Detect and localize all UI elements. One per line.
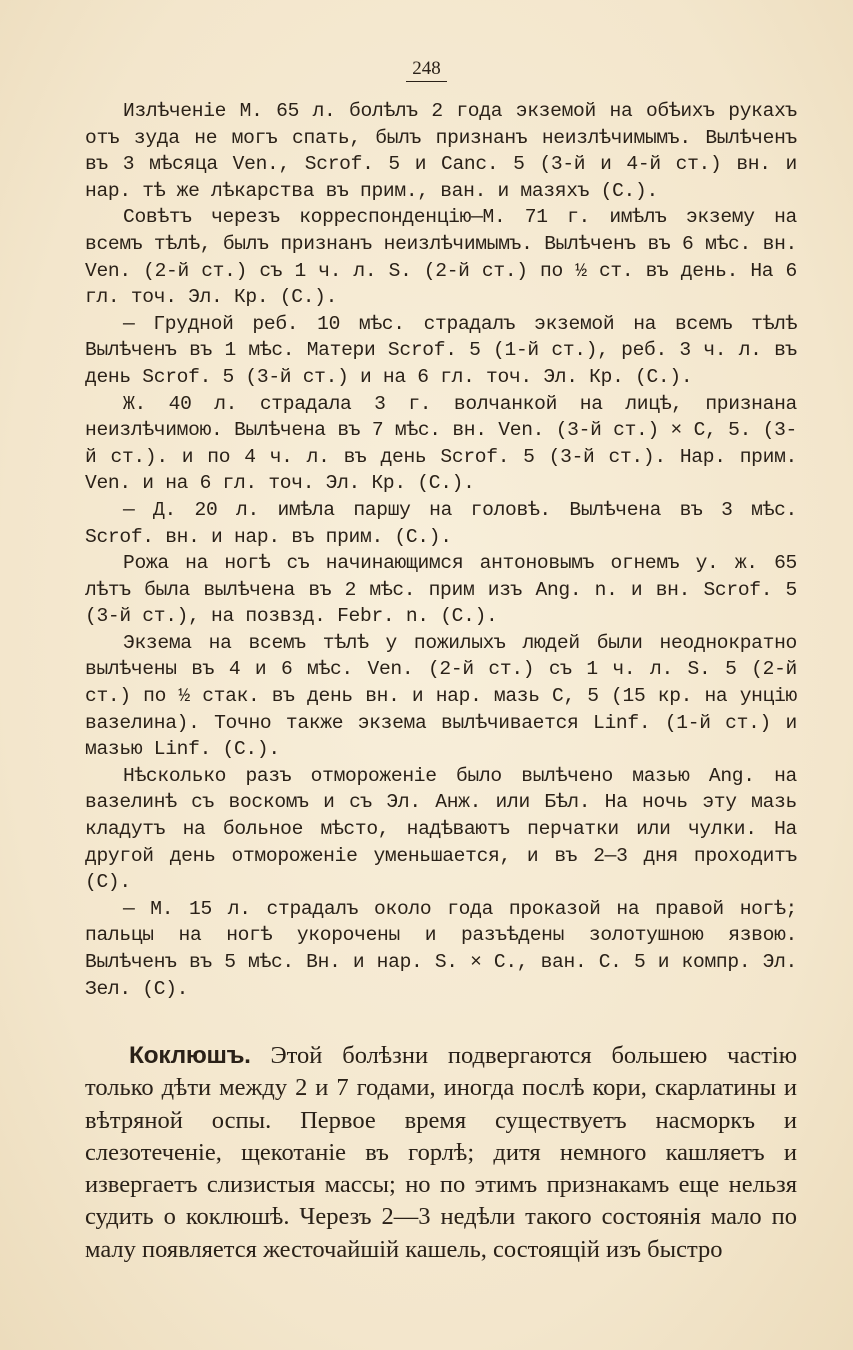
section-whooping-cough xyxy=(85,1040,797,1266)
paragraph: — М. 15 л. страдалъ около года проказой на правой ногѣ; пальцы на ногѣ укорочены и разъѣдены золотушною язвою. Вылѣченъ въ 5 мѣс. Вн. и нар. S. × С., ван. С. 5 и компр. Эл. Зел. (С). xyxy=(85,897,797,1000)
paragraph: — Грудной реб. 10 мѣс. страдалъ экземой на всемъ тѣлѣ Вылѣченъ въ 1 мѣс. Матери Scrof. 5 (1-й ст.), реб. 3 ч. л. въ день Scrof. 5 (3-й ст.) и на 6 гл. точ. Эл. Кр. (С.). xyxy=(85,312,797,388)
page-number: 248 xyxy=(0,58,853,82)
section-text: Этой болѣзни подвергаются большею частію только дѣти между 2 и 7 годами, иногда послѣ кори, скарлатины и вѣтряной оспы. Первое время существуетъ насморкъ и слезотеченіе, щекотаніе въ горлѣ; дитя немного кашляетъ и извергаетъ слизистыя массы; но по этимъ признакамъ еще нельзя судить о коклюшѣ. Черезъ 2—3 недѣли такого состоянія мало по малу появляется жесточайшій кашель, состоящій изъ быстро xyxy=(85,1042,798,1263)
section-heading: Коклюшъ. xyxy=(129,1042,251,1069)
paragraph: — Д. 20 л. имѣла паршу на головѣ. Вылѣчена въ 3 мѣс. Scrof. вн. и нар. въ прим. (С.). xyxy=(85,498,797,548)
paragraph: Ж. 40 л. страдала 3 г. волчанкой на лицѣ, признана неизлѣчимою. Вылѣчена въ 7 мѣс. вн. Ven. (3-й ст.) × С, 5. (3-й ст.). и по 4 ч. л. въ день Scrof. 5 (3-й ст.). Нар. прим. Ven. и на 6 гл. точ. Эл. Кр. (С.). xyxy=(85,392,797,495)
paragraph: Совѣтъ черезъ корреспонденцію—М. 71 г. имѣлъ экзему на всемъ тѣлѣ, былъ признанъ неизлѣчимымъ. Вылѣченъ въ 6 мѣс. вн. Ven. (2-й ст.) съ 1 ч. л. S. (2-й ст.) по ½ ст. въ день. На 6 гл. точ. Эл. Кр. (С.). xyxy=(85,206,797,309)
paragraph: Экзема на всемъ тѣлѣ у пожилыхъ людей были неоднократно вылѣчены въ 4 и 6 мѣс. Ven. (2-й ст.) съ 1 ч. л. S. 5 (2-й ст.) по ½ стак. въ день вн. и нар. мазь С, 5 (15 кр. на унцію вазелина). Точно также экзема вылѣчивается Linf. (1-й ст.) и мазью Linf. (С.). xyxy=(85,631,797,761)
paragraph: Нѣсколько разъ отмороженіе было вылѣчено мазью Ang. на вазелинѣ съ воскомъ и съ Эл. Анж. или Бѣл. На ночь эту мазь кладутъ на больное мѣсто, надѣваютъ перчатки или чулки. На другой день отмороженіе уменьшается, и въ 2—3 дня проходитъ (С). xyxy=(85,764,797,894)
section-paragraph xyxy=(85,1040,797,1266)
case-reports xyxy=(85,98,797,1002)
paragraph: Рожа на ногѣ съ начинающимся антоновымъ огнемъ у. ж. 65 лѣтъ была вылѣчена въ 2 мѣс. прим изъ Ang. n. и вн. Scrof. 5 (3-й ст.), на позвзд. Febr. n. (С.). xyxy=(85,552,797,628)
paragraph: Излѣченіе М. 65 л. болѣлъ 2 года экземой на обѣихъ рукахъ отъ зуда не могъ спать, былъ признанъ неизлѣчимымъ. Вылѣченъ въ 3 мѣсяца Ven., Scrof. 5 и Canc. 5 (3-й и 4-й ст.) вн. и нар. тѣ же лѣкарства въ прим., ван. и мазяхъ (С.). xyxy=(85,100,797,202)
